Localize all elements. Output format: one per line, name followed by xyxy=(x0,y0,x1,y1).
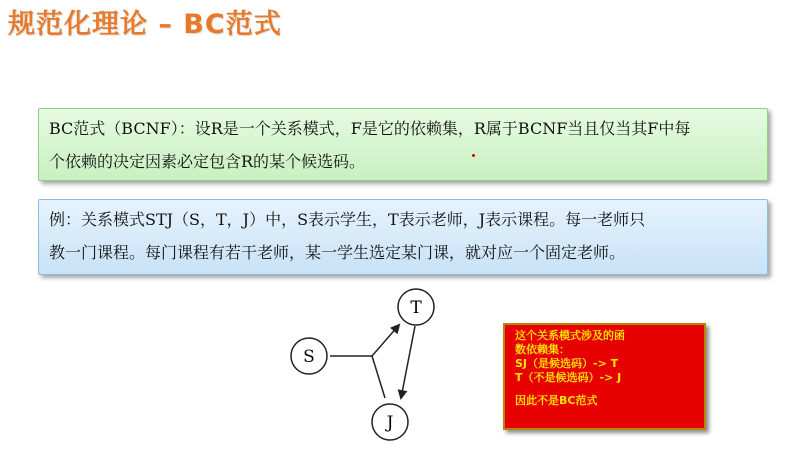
note-line-2: 数依赖集： xyxy=(515,343,570,356)
example-box xyxy=(38,199,768,275)
note-line-4: T（不是候选码）-> J xyxy=(515,371,622,384)
edge-sj-to-t xyxy=(372,325,399,356)
edge-t-to-j xyxy=(401,326,415,398)
node-s-label: S xyxy=(303,347,315,367)
note-line-1: 这个关系模式涉及的函 xyxy=(515,329,625,342)
edge-junction-to-j xyxy=(372,356,385,398)
note-line-5: 因此不是BC范式 xyxy=(515,394,598,407)
node-j-label: J xyxy=(386,413,394,433)
note-line-3: SJ（是候选码）-> T xyxy=(515,357,619,370)
example-line-1: 例：关系模式STJ（S，T，J）中，S表示学生，T表示老师，J表示课程。每一老师只 xyxy=(49,210,646,229)
example-line-2: 教一门课程。每门课程有若干老师，某一学生选定某门课，就对应一个固定老师。 xyxy=(49,243,626,262)
definition-line-2: 个依赖的决定因素必定包含R的某个候选码。 xyxy=(49,152,366,171)
dependency-graph xyxy=(285,285,465,450)
definition-line-1: BC范式（BCNF）：设R是一个关系模式，F是它的依赖集，R属于BCNF当且仅当其F中每 xyxy=(49,119,691,138)
page-title: 规范化理论 – BC范式 xyxy=(8,9,282,40)
laser-pointer-dot xyxy=(472,154,475,157)
definition-box xyxy=(38,108,768,181)
node-t-label: T xyxy=(410,298,422,318)
conclusion-note xyxy=(503,323,706,430)
